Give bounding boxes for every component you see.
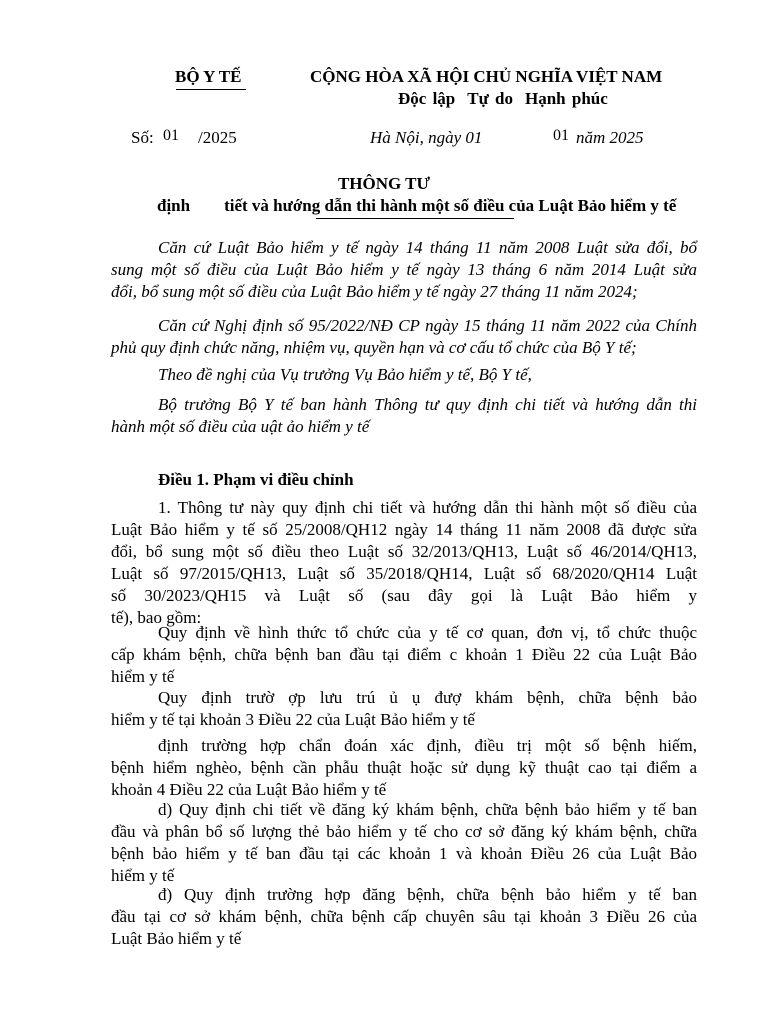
text-line: hiểm y tế tại khoản 3 Điều 22 của Luật Bảo hiểm y tế — [111, 710, 475, 729]
text-line: tế), bao gồm: — [111, 608, 202, 627]
text-line: định trường hợp chẩn đoán xác định, điều trị một số bệnh hiếm, — [158, 736, 697, 755]
text-line: bệnh bảo hiểm y tế ban đầu tại các khoản 1 và khoản Điều 26 của Luật Bảo — [111, 844, 697, 863]
preamble-para — [111, 237, 697, 303]
text-line: đ) Quy định trường hợp đăng bệnh, chữa bệnh bảo hiểm y tế ban — [158, 885, 697, 904]
text-line: đổi, bổ sung một số điều của Luật Bảo hiểm y tế ngày 27 tháng 11 năm 2024; — [111, 282, 638, 301]
text-line: bệnh hiểm nghèo, bệnh cần phẫu thuật hoặc sử dụng kỹ thuật cao tại điểm a — [111, 758, 697, 777]
motto-part: Độc lập — [398, 89, 456, 108]
doc-number: 01 — [163, 127, 179, 144]
text-line: Quy định trườ ợp lưu trú ủ ụ đượ khám bệnh, chữa bệnh bảo — [158, 688, 697, 707]
doc-number-label: Số: — [131, 128, 154, 147]
doc-number-suffix: /2025 — [198, 128, 237, 147]
text-line: Quy định về hình thức tổ chức của y tế cơ quan, đơn vị, tổ chức thuộc — [158, 623, 697, 642]
text-line: Luật Bảo hiểm y tế — [111, 929, 242, 948]
national-motto — [398, 89, 620, 109]
text-line: sung một số điều của Luật Bảo hiểm y tế ngày 13 tháng 6 năm 2014 Luật sửa — [111, 260, 697, 279]
text-line: số 30/2023/QH15 và Luật số (sau đây gọi là Luật Bảo hiểm y — [111, 586, 697, 605]
motto-part: Hạnh phúc — [525, 89, 608, 108]
ministry-name: BỘ Y TẾ — [175, 67, 242, 86]
text-line: 1. Thông tư này quy định chi tiết và hướng dẫn thi hành một số điều của — [158, 498, 697, 517]
text-line: khoản 4 Điều 22 của Luật Bảo hiểm y tế — [111, 780, 387, 799]
text-line: hiểm y tế — [111, 667, 175, 686]
item-para — [111, 884, 697, 950]
subtitle-part: định — [157, 196, 191, 215]
subtitle-underline — [316, 218, 514, 219]
motto-part: Tự do — [467, 89, 513, 108]
item-para — [111, 799, 697, 887]
doc-title: THÔNG TƯ — [337, 174, 431, 193]
text-line: d) Quy định chi tiết về đăng ký khám bệnh, chữa bệnh bảo hiểm y tế ban — [158, 800, 697, 819]
doc-subtitle — [157, 196, 676, 216]
item-para — [111, 622, 697, 688]
text-line: đầu tại cơ sở khám bệnh, chữa bệnh cấp chuyên sâu tại khoản 3 Điều 26 của — [111, 907, 697, 926]
doc-date-prefix: Hà Nội, ngày 01 — [370, 128, 483, 147]
text-line: Căn cứ Luật Bảo hiểm y tế ngày 14 tháng 11 năm 2008 Luật sửa đổi, bổ — [158, 238, 697, 257]
text-line: Luật số 97/2015/QH13, Luật số 35/2018/QH14, Luật số 68/2020/QH14 Luật — [111, 564, 697, 583]
item-para — [111, 735, 697, 801]
text-line: Bộ trưởng Bộ Y tế ban hành Thông tư quy định chi tiết và hướng dẫn thi — [158, 395, 697, 414]
text-line: phủ quy định chức năng, nhiệm vụ, quyền hạn và cơ cấu tổ chức của Bộ Y tế; — [111, 338, 637, 357]
text-line: hiểm y tế — [111, 866, 175, 885]
text-line: hành một số điều của uật ảo hiểm y tế — [111, 417, 370, 436]
republic-name: CỘNG HÒA XÃ HỘI CHỦ NGHĨA VIỆT NAM — [310, 67, 663, 86]
text-line: đổi, bổ sung một số điều theo Luật số 32/2013/QH13, Luật số 46/2014/QH13, — [111, 542, 697, 561]
preamble-para — [111, 315, 697, 359]
subtitle-part: tiết và hướng dẫn thi hành một số điều của Luật Bảo hiểm y tế — [224, 196, 677, 215]
item-para — [111, 687, 697, 731]
text-line: đầu và phân bổ số lượng thẻ bảo hiểm y tế cho cơ sở đăng ký khám bệnh, chữa — [111, 822, 697, 841]
doc-date-month: 01 — [553, 127, 569, 144]
doc-date-suffix: năm 2025 — [576, 128, 644, 147]
article-heading: Điều 1. Phạm vi điều chỉnh — [158, 470, 354, 489]
text-line: Căn cứ Nghị định số 95/2022/NĐ CP ngày 15 tháng 11 năm 2022 của Chính — [158, 316, 697, 335]
preamble-para — [111, 364, 697, 386]
preamble-para — [111, 394, 697, 438]
text-line: cấp khám bệnh, chữa bệnh ban đầu tại điểm c khoản 1 Điều 22 của Luật Bảo — [111, 645, 697, 664]
text-line: Theo đề nghị của Vụ trưởng Vụ Bảo hiểm y tế, Bộ Y tế, — [158, 365, 532, 384]
clause-para — [111, 497, 697, 629]
ministry-underline — [176, 89, 246, 90]
text-line: Luật Bảo hiểm y tế số 25/2008/QH12 ngày 14 tháng 11 năm 2008 đã được sửa — [111, 520, 697, 539]
